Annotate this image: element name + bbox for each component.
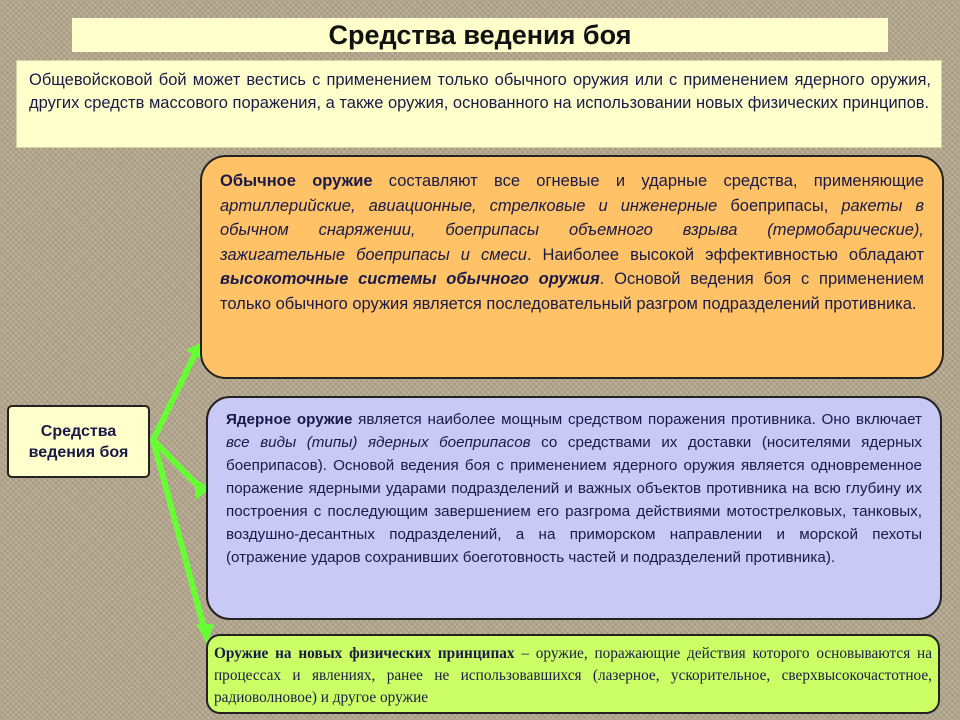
nuclear-weapons-box: [206, 396, 942, 620]
conventional-ammo-types: артиллерийские, авиационные, стрелковые и инженерные: [220, 196, 718, 215]
conventional-rockets: ракеты в обычном снаряжении, боеприпасы объемного взрыва (термобарические), зажигательные боеприпасы и смеси: [220, 196, 924, 264]
new-principles-heading: Оружие на новых физических принципах: [214, 645, 515, 662]
source-box-label: Средства ведения боя: [28, 422, 129, 461]
arrow-to-nuclear: [153, 440, 200, 488]
nuclear-heading: Ядерное оружие: [226, 411, 353, 428]
source-box: [7, 405, 150, 478]
conventional-text-1: составляют все огневые и ударные средства, применяющие: [372, 172, 924, 190]
new-principles-weapons-box: [206, 634, 940, 714]
nuclear-text-2: со средствами их доставки (носителями ядерных боеприпасов). Основой ведения боя с применением ядерного оружия является одновременное поражение ядерными ударами подразделений и важных объектов противника на всю глубину их построения с последующим завершением его разгрома действиями мотострелковых, танковых, воздушно-десантных подразделений, а на приморском направлении и морской пехоты (отражение ударов сохранивших боеготовность частей и подразделений противника).: [226, 434, 922, 566]
page-title: [72, 18, 888, 52]
conventional-text-4: . Основой ведения боя с применением только обычного оружия является последовательный разгром подразделений противника.: [220, 270, 924, 313]
conventional-weapons-box: [200, 155, 944, 379]
conventional-text-2: боеприпасы,: [717, 196, 842, 215]
nuclear-text-1: является наиболее мощным средством поражения противника. Оно включает: [352, 411, 922, 428]
intro-text: Общевойсковой бой может вестись с применением только обычного оружия или с применением ядерного оружия, других средств массового поражения, а также оружия, основанного на использовании новых физических принципов.: [16, 60, 942, 148]
page-title-text: Средства ведения боя: [328, 19, 632, 50]
arrow-to-new-principles: [153, 440, 204, 628]
conventional-precision-systems: высокоточные системы обычного оружия: [220, 270, 600, 288]
arrow-to-conventional: [153, 352, 196, 440]
new-principles-text: – оружие, поражающие действия которого основываются на процессах и явлениях, ранее не использовавшихся (лазерное, ускорительное, сверхвысокочастотное, радиоволновое) и другое оружие: [214, 645, 932, 706]
conventional-text-3: . Наиболее высокой эффективностью обладают: [526, 245, 924, 264]
nuclear-ammo-types: все виды (типы) ядерных боеприпасов: [226, 434, 531, 451]
conventional-heading: Обычное оружие: [220, 172, 373, 190]
